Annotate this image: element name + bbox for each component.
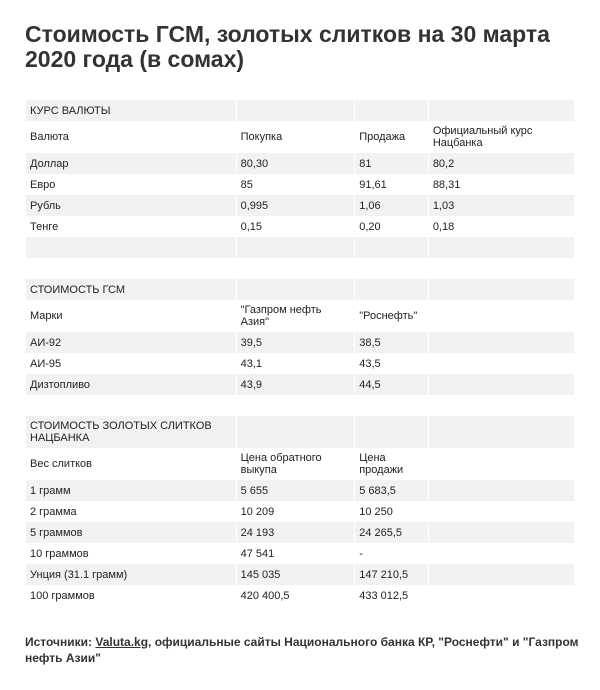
column-header: Покупка (237, 121, 356, 153)
gold-table (26, 416, 574, 606)
table-cell: 5 655 (237, 480, 356, 501)
table-cell (429, 480, 574, 501)
table-cell: 420 400,5 (237, 585, 356, 606)
table-cell: 2 грамма (26, 501, 237, 522)
column-header (429, 448, 574, 480)
table-cell: 5 683,5 (355, 480, 429, 501)
table-row (26, 374, 574, 395)
table-cell: 10 граммов (26, 543, 237, 564)
fuel-section-title: СТОИМОСТЬ ГСМ (26, 279, 237, 300)
table-cell: 38,5 (355, 332, 429, 353)
table-cell: 24 193 (237, 522, 356, 543)
column-header: Вес слитков (26, 448, 237, 480)
table-cell (429, 522, 574, 543)
table-row (26, 216, 574, 237)
column-header: Продажа (355, 121, 429, 153)
fuel-table (26, 279, 574, 395)
table-cell: Тенге (26, 216, 237, 237)
section-header-row (26, 100, 574, 121)
table-cell: 0,995 (237, 195, 356, 216)
table-cell: 44,5 (355, 374, 429, 395)
column-header: "Роснефть" (355, 300, 429, 332)
table-cell (429, 585, 574, 606)
table-row (26, 353, 574, 374)
table-cell: 100 граммов (26, 585, 237, 606)
table-cell: 1 грамм (26, 480, 237, 501)
table-cell: 88,31 (432, 178, 461, 191)
sources-note (25, 634, 585, 666)
table-cell: АИ-92 (26, 332, 237, 353)
table-row (26, 174, 574, 195)
column-header: "Газпром нефть Азия" (237, 300, 356, 332)
empty-row (26, 237, 574, 258)
gold-section-title: СТОИМОСТЬ ЗОЛОТЫХ СЛИТКОВ НАЦБАНКА (26, 416, 237, 448)
sources-prefix: Источники: (25, 635, 96, 649)
column-header: Валюта (26, 121, 237, 153)
table-cell: - (355, 543, 429, 564)
table-cell (429, 501, 574, 522)
table-row (26, 195, 574, 216)
column-header-row (26, 300, 574, 332)
table-cell: Доллар (26, 153, 237, 174)
table-cell: 5 граммов (26, 522, 237, 543)
sources-rest: , официальные сайты Национального банка КР, "Роснефти" и "Газпром нефть Азии" (25, 635, 579, 665)
currency-section-title: КУРС ВАЛЮТЫ (26, 100, 237, 121)
table-cell: 43,1 (237, 353, 356, 374)
column-header (429, 300, 574, 332)
table-row (26, 585, 574, 606)
table-row (26, 153, 574, 174)
column-header: Цена обратного выкупа (237, 448, 356, 480)
valuta-link[interactable]: Valuta.kg (95, 635, 149, 649)
table-cell: 91,61 (355, 174, 429, 195)
table-cell: 43,9 (237, 374, 356, 395)
table-row (26, 480, 574, 501)
table-cell: 10 250 (355, 501, 429, 522)
table-cell: 39,5 (237, 332, 356, 353)
table-cell: 81 (355, 153, 429, 174)
table-cell (429, 543, 574, 564)
table-cell: 10 209 (237, 501, 356, 522)
table-cell: Рубль (26, 195, 237, 216)
table-cell (429, 332, 574, 353)
column-header-row (26, 448, 574, 480)
table-cell: 1,03 (429, 195, 574, 216)
table-cell: 43,5 (355, 353, 429, 374)
table-cell: Дизтопливо (26, 374, 237, 395)
table-cell (429, 564, 574, 585)
table-row (26, 564, 574, 585)
table-cell: 24 265,5 (355, 522, 429, 543)
table-cell: 0,20 (355, 216, 429, 237)
currency-table (26, 100, 574, 258)
table-cell: 433 012,5 (355, 585, 429, 606)
table-cell: 80,2 (429, 153, 574, 174)
table-cell (429, 353, 574, 374)
column-header-row (26, 121, 574, 153)
table-cell: 0,18 (432, 220, 455, 233)
column-header: Цена продажи (355, 448, 429, 480)
section-header-row (26, 416, 574, 448)
table-row (26, 501, 574, 522)
table-row (26, 522, 574, 543)
table-cell: 85 (237, 174, 356, 195)
table-cell: 147 210,5 (355, 564, 429, 585)
page-title: Стоимость ГСМ, золотых слитков на 30 марта 2020 года (в сомах) (25, 21, 550, 72)
table-cell: 145 035 (237, 564, 356, 585)
table-cell: 0,15 (237, 216, 356, 237)
column-header: Официальный курс Нацбанка (432, 125, 533, 149)
table-row (26, 332, 574, 353)
table-cell: Евро (26, 174, 237, 195)
column-header: Марки (26, 300, 237, 332)
table-row (26, 543, 574, 564)
table-cell: 80,30 (237, 153, 356, 174)
section-header-row (26, 279, 574, 300)
table-cell: Унция (31.1 грамм) (26, 564, 237, 585)
table-cell (429, 374, 574, 395)
table-cell: 47 541 (237, 543, 356, 564)
table-cell: 1,06 (355, 195, 429, 216)
table-cell: АИ-95 (26, 353, 237, 374)
